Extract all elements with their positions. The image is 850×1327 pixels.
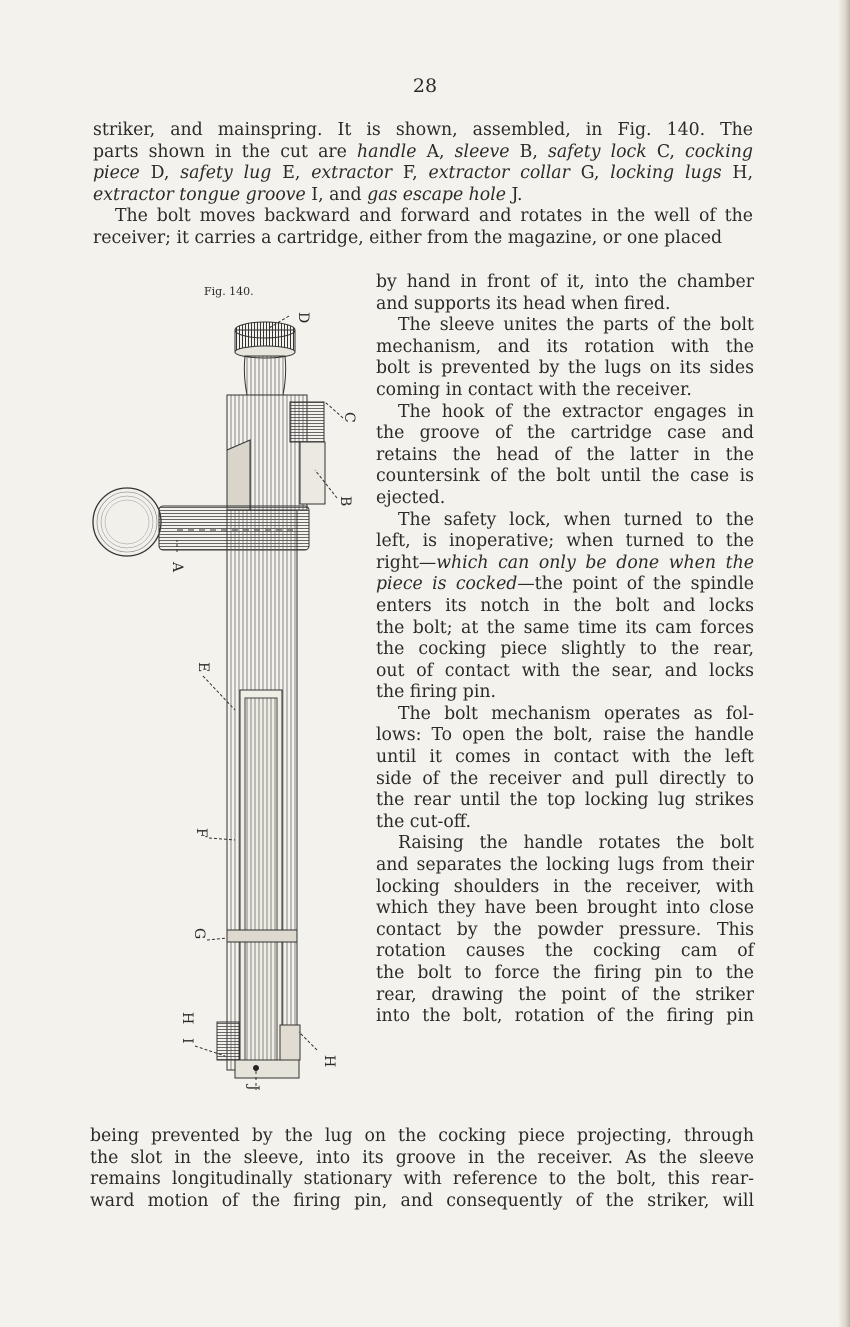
text-line: mechanism, and its rotation with the [376, 336, 754, 357]
text-line: locking shoulders in the receiver, with [376, 876, 754, 897]
text-line: and supports its head when fired. [376, 293, 671, 314]
label-h-left: H [179, 1012, 195, 1025]
bolt-body [217, 510, 300, 1090]
label-a: A [169, 562, 185, 573]
text-line: the groove of the cartridge case and [376, 423, 754, 444]
label-c: C [341, 412, 357, 423]
text-line: right—which can only be done when the [376, 552, 754, 573]
cocking-piece-knob [235, 322, 295, 395]
text-line: piece D, safety lug E, extractor F, extractor collar G, locking lugs H, [93, 163, 753, 184]
text-line: the rear until the top locking lug strikes [376, 790, 754, 811]
text-line: The bolt moves backward and forward and rotates in the well of the [115, 206, 753, 227]
text-line: until it comes in contact with the left [376, 747, 754, 768]
page-number: 28 [412, 75, 438, 97]
text-line: rotation causes the cocking cam of [376, 941, 754, 962]
text-line: coming in contact with the receiver. [376, 379, 692, 400]
text-line: The safety lock, when turned to the [398, 509, 754, 530]
text-line: parts shown in the cut are handle A, sleeve B, safety lock C, cocking [93, 141, 753, 162]
text-line: the slot in the sleeve, into its groove in the receiver. As the sleeve [90, 1147, 754, 1168]
text-line: the bolt to force the firing pin to the [376, 963, 754, 983]
text-line: being prevented by the lug on the cocking piece projecting, through [90, 1126, 754, 1146]
text-line: rear, drawing the point of the striker [376, 984, 754, 1005]
text-line: contact by the powder pressure. This [376, 919, 754, 940]
text-line: The hook of the extractor engages in [398, 401, 754, 422]
text-line: which they have been brought into close [376, 898, 754, 919]
bolt-figure [85, 290, 365, 1120]
text-line: the bolt; at the same time its cam forces [376, 617, 754, 638]
label-e: E [195, 662, 211, 673]
figure-caption: Fig. 140. [204, 285, 254, 298]
label-h-right: H [321, 1055, 337, 1068]
text-line: enters its notch in the bolt and locks [376, 595, 754, 616]
text-line: into the bolt, rotation of the firing pin [376, 1006, 754, 1027]
label-b: B [337, 496, 353, 507]
text-line: receiver; it carries a cartridge, either from the magazine, or one placed [93, 227, 723, 248]
label-g: G [191, 928, 207, 940]
sleeve [227, 395, 325, 510]
paragraph-top [93, 120, 753, 250]
text-line: ejected. [376, 487, 446, 508]
text-line: bolt is prevented by the lugs on its sides [376, 358, 754, 379]
text-line: the cocking piece slightly to the rear, [376, 639, 754, 660]
text-line: The bolt mechanism operates as fol- [398, 703, 754, 724]
page-edge [838, 0, 850, 1327]
text-line: striker, and mainspring. It is shown, assembled, in Fig. 140. The [93, 120, 753, 140]
text-line: and separates the locking lugs from their [376, 855, 754, 876]
label-d: D [295, 312, 311, 324]
text-line: by hand in front of it, into the chamber [376, 272, 754, 292]
text-line: The sleeve unites the parts of the bolt [398, 315, 754, 336]
text-line: side of the receiver and pull directly to [376, 768, 754, 789]
label-i: I [179, 1038, 195, 1044]
label-f: F [193, 828, 209, 838]
text-line: the cut-off. [376, 811, 471, 832]
text-line: retains the head of the latter in the [376, 444, 754, 465]
text-line: left, is inoperative; when turned to the [376, 531, 754, 552]
text-line: remains longitudinally stationary with reference to the bolt, this rear- [90, 1169, 754, 1190]
text-line: Raising the handle rotates the bolt [398, 833, 754, 854]
text-line: piece is cocked—the point of the spindle [376, 574, 754, 595]
text-line: countersink of the bolt until the case is [376, 466, 754, 487]
text-line: extractor tongue groove I, and gas escape hole J. [93, 184, 523, 205]
paragraph-bottom [90, 1126, 754, 1212]
text-line: the firing pin. [376, 682, 497, 703]
text-line: lows: To open the bolt, raise the handle [376, 725, 754, 746]
label-j: J [245, 1085, 261, 1091]
paragraph-right [376, 272, 754, 1028]
text-line: out of contact with the sear, and locks [376, 660, 754, 681]
text-line: ward motion of the firing pin, and consequently of the striker, will [90, 1190, 754, 1211]
